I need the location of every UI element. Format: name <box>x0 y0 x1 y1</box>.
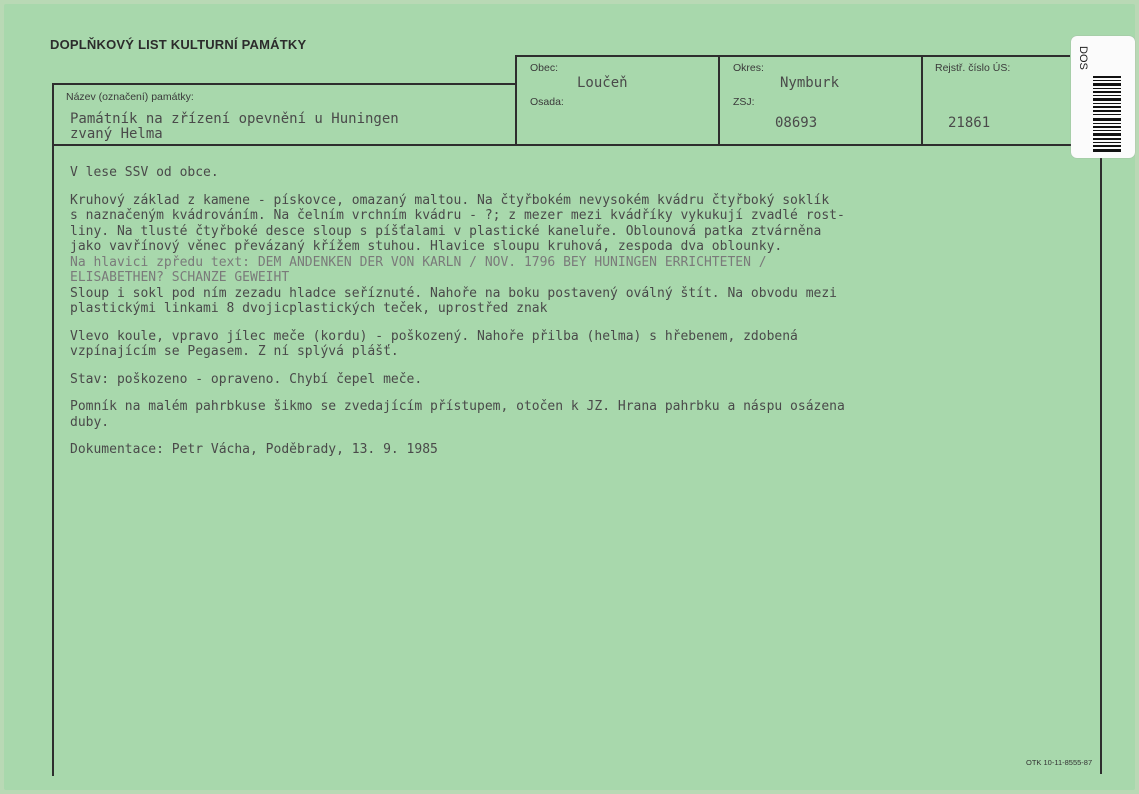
desc-line: vzpínajícím se Pegasem. Z ní splývá plášť. <box>70 344 399 359</box>
divider-okres <box>718 56 720 145</box>
documentation-text: Dokumentace: Petr Vácha, Poděbrady, 13. 9. 1985 <box>70 442 438 457</box>
nazev-label: Název (označení) památky: <box>66 91 194 103</box>
form-title: DOPLŇKOVÝ LIST KULTURNÍ PAMÁTKY <box>50 37 307 52</box>
description-block <box>70 193 1070 317</box>
desc-line: jako vavřínový věnec převázaný křížem stuhou. Hlavice sloupu kruhová, zespoda dva oblounky. <box>70 239 783 254</box>
desc-line: Kruhový základ z kamene - pískovce, omazaný maltou. Na čtyřbokém nevysokém kvádru čtyřboký soklík <box>70 192 830 208</box>
helmet-block <box>70 329 1070 360</box>
obec-label: Obec: <box>530 62 559 74</box>
site-block <box>70 399 1070 430</box>
zsj-value: 08693 <box>775 115 818 131</box>
form-code: OTK 10-11-8555-87 <box>1026 758 1093 767</box>
nazev-value-line1: Památník na zřízení opevnění u Huningen <box>70 111 399 127</box>
nazev-top-rule <box>52 83 516 85</box>
barcode-sticker <box>1071 36 1135 158</box>
desc-line: liny. Na tlusté čtyřboké desce sloup s píšťalami v plastické kaneluře. Oblounová patka ztvárněna <box>70 223 822 239</box>
rejstr-label: Rejstř. číslo ÚS: <box>935 62 1011 74</box>
desc-line: s naznačeným kvádrováním. Na čelním vrchním kvádru - ?; z mezer mezi kvádříky vykukují zvadlé rost- <box>70 208 845 223</box>
barcode-icon <box>1093 76 1121 152</box>
condition-text: Stav: poškozeno - opraveno. Chybí čepel meče. <box>70 371 423 387</box>
location-text: V lese SSV od obce. <box>70 165 219 180</box>
inscription-line: ELISABETHEN? SCHANZE GEWEIHT <box>70 270 290 285</box>
okres-label: Okres: <box>733 62 764 74</box>
osada-label: Osada: <box>530 96 564 108</box>
body-left-rule <box>52 84 54 776</box>
header-bottom-rule <box>52 144 1102 146</box>
desc-line: Sloup i sokl pod ním zezadu hladce seříznuté. Nahoře na boku postavený oválný štít. Na obvodu mezi <box>70 285 838 301</box>
rejstr-value: 21861 <box>948 115 991 131</box>
sticker-label: DOS <box>1077 46 1089 70</box>
divider-rejstr <box>921 56 923 145</box>
desc-line: duby. <box>70 414 110 430</box>
obec-value: Loučeň <box>577 75 628 91</box>
zsj-label: ZSJ: <box>733 96 755 108</box>
divider-obec <box>515 56 517 145</box>
desc-line: Vlevo koule, vpravo jílec meče (kordu) - poškozený. Nahoře přilba (helma) s hřebenem, zdobená <box>70 328 798 344</box>
desc-line: plastickými linkami 8 dvojicplastických teček, uprostřed znak <box>70 301 548 316</box>
inscription-line: Na hlavici zpředu text: DEM ANDENKEN DER VON KARLN / NOV. 1796 BEY HUNINGEN ERRICHTETEN / <box>70 254 767 270</box>
okres-value: Nymburk <box>780 75 840 91</box>
body-right-rule <box>1100 144 1102 774</box>
record-body <box>70 165 1070 458</box>
nazev-value-line2: zvaný Helma <box>70 126 163 142</box>
desc-line: Pomník na malém pahrbkuse šikmo se zvedajícím přístupem, otočen k JZ. Hrana pahrbku a náspu osázena <box>70 399 845 414</box>
header-top-rule <box>515 55 1070 57</box>
